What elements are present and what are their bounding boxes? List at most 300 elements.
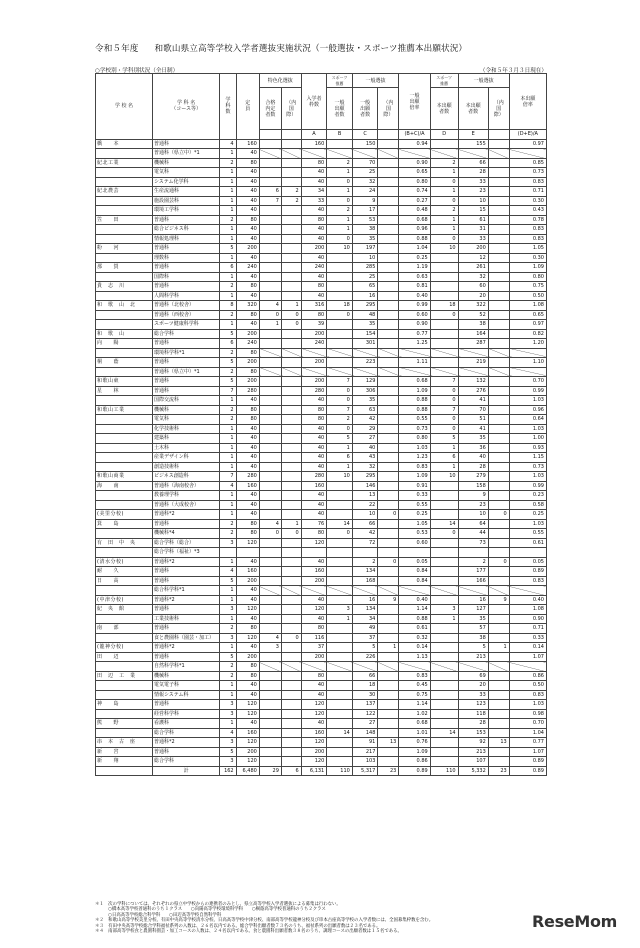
cell-C2 bbox=[378, 225, 399, 235]
cell-school bbox=[96, 272, 153, 282]
cell-t2 bbox=[281, 377, 301, 387]
cell-k: 1 bbox=[220, 320, 236, 330]
cell-A: 160 bbox=[301, 728, 327, 738]
cell-r2: 1.07 bbox=[509, 652, 546, 662]
cell-r1: 0.25 bbox=[399, 253, 430, 263]
cell-D bbox=[430, 329, 458, 339]
cell-B: 0 bbox=[327, 396, 353, 406]
table-row bbox=[96, 177, 547, 187]
table-row bbox=[96, 633, 547, 643]
cell-E2 bbox=[488, 158, 509, 168]
cell-k: 1 bbox=[220, 462, 236, 472]
cell-E: 213 bbox=[458, 747, 488, 757]
cell-D: 0 bbox=[430, 415, 458, 425]
cell-k: 2 bbox=[220, 529, 236, 539]
table-row bbox=[96, 415, 547, 425]
cell-E: 20 bbox=[458, 681, 488, 691]
cell-C: 146 bbox=[352, 481, 378, 491]
cell-k: 1 bbox=[220, 500, 236, 510]
cell-k: 2 bbox=[220, 348, 236, 358]
cell-E2 bbox=[488, 168, 509, 178]
cell-k: 2 bbox=[220, 158, 236, 168]
cell-r2: 0.97 bbox=[509, 139, 546, 149]
cell-E: 123 bbox=[458, 700, 488, 710]
cell-t2 bbox=[281, 244, 301, 254]
cell-cap: 40 bbox=[236, 168, 259, 178]
cell-school: 桐 蔭 bbox=[96, 358, 153, 368]
cell-r2: 0.89 bbox=[509, 567, 546, 577]
cell-A: 200 bbox=[301, 576, 327, 586]
cell-C bbox=[352, 348, 378, 358]
cell-t1 bbox=[259, 434, 281, 444]
cell-r2: 0.93 bbox=[509, 443, 546, 453]
cell-B: 1 bbox=[327, 168, 353, 178]
cell-r2: 1.08 bbox=[509, 605, 546, 615]
cell-k: 1 bbox=[220, 557, 236, 567]
cell-B bbox=[327, 367, 353, 377]
cell-r1 bbox=[399, 662, 430, 672]
cell-r2: 0.65 bbox=[509, 310, 546, 320]
table-row bbox=[96, 320, 547, 330]
cell-r1: 0.65 bbox=[399, 168, 430, 178]
cell-B: 1 bbox=[327, 215, 353, 225]
cell-cap: 40 bbox=[236, 320, 259, 330]
cell-k: 1 bbox=[220, 196, 236, 206]
cell-D: 1 bbox=[430, 168, 458, 178]
subtitle: ○学校別・学科別状況（全日制） bbox=[95, 68, 179, 74]
cell-D bbox=[430, 510, 458, 520]
cell-B: 2 bbox=[327, 415, 353, 425]
cell-A: 80 bbox=[301, 158, 327, 168]
cell-r1: 1.09 bbox=[399, 472, 430, 482]
cell-r1: 0.60 bbox=[399, 310, 430, 320]
cell-A: 40 bbox=[301, 396, 327, 406]
cell-dept: 普通科（北校舎） bbox=[152, 301, 219, 311]
cell-D: 0 bbox=[430, 424, 458, 434]
cell-A: 120 bbox=[301, 709, 327, 719]
cell-E2 bbox=[488, 215, 509, 225]
cell-E2 bbox=[488, 529, 509, 539]
cell-school bbox=[96, 149, 153, 159]
cell-D bbox=[430, 253, 458, 263]
cell-t1 bbox=[259, 443, 281, 453]
cell-t1 bbox=[259, 225, 281, 235]
cell-r1: 0.74 bbox=[399, 187, 430, 197]
cell-A: 34 bbox=[301, 187, 327, 197]
cell-dept: 建築科 bbox=[152, 434, 219, 444]
cell-D bbox=[430, 643, 458, 653]
cell-B bbox=[327, 253, 353, 263]
cell-r2: 0.80 bbox=[509, 272, 546, 282]
cell-C2 bbox=[378, 168, 399, 178]
cell-k: 2 bbox=[220, 662, 236, 672]
cell-dept: 国際交流科 bbox=[152, 396, 219, 406]
cell-A: 80 bbox=[301, 282, 327, 292]
cell-D bbox=[430, 139, 458, 149]
cell-k: 4 bbox=[220, 728, 236, 738]
cell-C2 bbox=[378, 405, 399, 415]
cell-t1 bbox=[259, 491, 281, 501]
cell-t1 bbox=[259, 291, 281, 301]
cell-t2 bbox=[281, 405, 301, 415]
table-row bbox=[96, 272, 547, 282]
cell-t1 bbox=[259, 738, 281, 748]
cell-r1: 0.33 bbox=[399, 491, 430, 501]
cell-t2 bbox=[281, 614, 301, 624]
cell-A: 40 bbox=[301, 225, 327, 235]
cell-t1 bbox=[259, 158, 281, 168]
cell-C: 13 bbox=[352, 491, 378, 501]
cell-D: 18 bbox=[430, 301, 458, 311]
cell-cap: 40 bbox=[236, 225, 259, 235]
cell-E2 bbox=[488, 462, 509, 472]
table-row bbox=[96, 709, 547, 719]
cell-r2: 1.15 bbox=[509, 453, 546, 463]
cell-A: 200 bbox=[301, 244, 327, 254]
cell-r2: 1.10 bbox=[509, 358, 546, 368]
cell-E bbox=[458, 367, 488, 377]
cell-r2: 0.58 bbox=[509, 500, 546, 510]
cell-C2 bbox=[378, 690, 399, 700]
cell-A: 80 bbox=[301, 415, 327, 425]
cell-r1: 0.88 bbox=[399, 396, 430, 406]
cell-t1 bbox=[259, 244, 281, 254]
results-table bbox=[95, 73, 547, 776]
cell-cap: 80 bbox=[236, 415, 259, 425]
cell-D bbox=[430, 538, 458, 548]
table-row bbox=[96, 396, 547, 406]
cell-cap: 40 bbox=[236, 690, 259, 700]
cell-dept: 環境工学科 bbox=[152, 206, 219, 216]
cell-D: 7 bbox=[430, 405, 458, 415]
cell-B: 0 bbox=[327, 196, 353, 206]
cell-k: 3 bbox=[220, 757, 236, 767]
table-row bbox=[96, 586, 547, 596]
cell-E2 bbox=[488, 358, 509, 368]
cell-school: 笠 田 bbox=[96, 215, 153, 225]
cell-r1 bbox=[399, 548, 430, 558]
cell-r1: 1.02 bbox=[399, 709, 430, 719]
cell-dept: 総合学科 bbox=[152, 728, 219, 738]
cell-t2 bbox=[281, 605, 301, 615]
cell-t1 bbox=[259, 253, 281, 263]
cell-D: 5 bbox=[430, 434, 458, 444]
cell-C2 bbox=[378, 529, 399, 539]
cell-t1 bbox=[259, 605, 281, 615]
cell-B bbox=[327, 643, 353, 653]
cell-dept: 環境科学科*1 bbox=[152, 348, 219, 358]
cell-school: (龍神分校) bbox=[96, 643, 153, 653]
cell-dept: 機械科 bbox=[152, 405, 219, 415]
cell-C2: 0 bbox=[378, 510, 399, 520]
cell-r2: 0.25 bbox=[509, 510, 546, 520]
cell-r1: 0.60 bbox=[399, 538, 430, 548]
cell-t2: 1 bbox=[281, 519, 301, 529]
cell-t1 bbox=[259, 624, 281, 634]
cell-r2: 0.71 bbox=[509, 187, 546, 197]
cell-C2 bbox=[378, 215, 399, 225]
cell-E: 40 bbox=[458, 453, 488, 463]
cell-school bbox=[96, 586, 153, 596]
cell-school bbox=[96, 424, 153, 434]
cell-C: 306 bbox=[352, 386, 378, 396]
table-row bbox=[96, 519, 547, 529]
logo-text: ReseMom bbox=[532, 912, 618, 931]
cell-C2 bbox=[378, 681, 399, 691]
cell-E: 279 bbox=[458, 472, 488, 482]
cell-C2 bbox=[378, 434, 399, 444]
cell-t1 bbox=[259, 719, 281, 729]
cell-C: 223 bbox=[352, 358, 378, 368]
cell-r2: 0.40 bbox=[509, 595, 546, 605]
footnote-line: ○日高高等学校総合科学科 ○田辺高等学校自然科学科 bbox=[95, 912, 222, 918]
cell-E: 73 bbox=[458, 538, 488, 548]
cell-t2 bbox=[281, 453, 301, 463]
cell-D bbox=[430, 367, 458, 377]
footnote-line: ＊１ 次の学科については、それぞれの県立中学校からの連携者のみとし、県立高等学校入学者選抜による募集は行わない。 bbox=[95, 902, 341, 907]
cell-cap: 40 bbox=[236, 719, 259, 729]
cell-E: 66 bbox=[458, 158, 488, 168]
cell-B bbox=[327, 700, 353, 710]
cell-C: 72 bbox=[352, 538, 378, 548]
cell-B bbox=[327, 282, 353, 292]
cell-E2 bbox=[488, 234, 509, 244]
cell-E2 bbox=[488, 709, 509, 719]
cell-t2: 1 bbox=[281, 301, 301, 311]
cell-C2 bbox=[378, 348, 399, 358]
table-row bbox=[96, 500, 547, 510]
cell-C: 27 bbox=[352, 434, 378, 444]
col-letter-e: E bbox=[458, 130, 488, 140]
cell-k: 1 bbox=[220, 595, 236, 605]
cell-r2: 0.83 bbox=[509, 225, 546, 235]
cell-C: 5 bbox=[352, 643, 378, 653]
table-row bbox=[96, 652, 547, 662]
cell-k: 1 bbox=[220, 643, 236, 653]
cell-t2 bbox=[281, 548, 301, 558]
cell-C: 70 bbox=[352, 158, 378, 168]
cell-cap: 80 bbox=[236, 367, 259, 377]
cell-t1 bbox=[259, 453, 281, 463]
cell-E: 10 bbox=[458, 196, 488, 206]
cell-t2 bbox=[281, 728, 301, 738]
cell-A: 40 bbox=[301, 291, 327, 301]
cell-t2: 0 bbox=[281, 529, 301, 539]
cell-C2 bbox=[378, 481, 399, 491]
cell-B bbox=[327, 747, 353, 757]
cell-dept: 普通科*2 bbox=[152, 595, 219, 605]
cell-E: 5 bbox=[458, 643, 488, 653]
cell-k: 1 bbox=[220, 396, 236, 406]
cell-A: 40 bbox=[301, 272, 327, 282]
cell-t1 bbox=[259, 339, 281, 349]
cell-r1 bbox=[399, 149, 430, 159]
cell-t2 bbox=[281, 367, 301, 377]
cell-D: 0 bbox=[430, 396, 458, 406]
cell-E: 38 bbox=[458, 633, 488, 643]
cell-E2 bbox=[488, 367, 509, 377]
cell-dept: 自然科学科*1 bbox=[152, 662, 219, 672]
cell-dept: 普通科 bbox=[152, 377, 219, 387]
table-row bbox=[96, 453, 547, 463]
cell-C2 bbox=[378, 443, 399, 453]
cell-dept: 電気電子科 bbox=[152, 681, 219, 691]
cell-D: 0 bbox=[430, 310, 458, 320]
cell-r1 bbox=[399, 367, 430, 377]
cell-E2 bbox=[488, 728, 509, 738]
cell-C2 bbox=[378, 472, 399, 482]
cell-t1 bbox=[259, 358, 281, 368]
cell-C2 bbox=[378, 177, 399, 187]
cell-B: 10 bbox=[327, 472, 353, 482]
cell-k: 2 bbox=[220, 671, 236, 681]
cell-D bbox=[430, 595, 458, 605]
cell-E: 61 bbox=[458, 215, 488, 225]
col-letter-ca: (B+C)/A bbox=[399, 130, 430, 140]
cell-C: 5,317 bbox=[352, 766, 378, 776]
cell-t2 bbox=[281, 443, 301, 453]
cell-cap: 80 bbox=[236, 348, 259, 358]
cell-t1 bbox=[259, 405, 281, 415]
cell-r2: 0.73 bbox=[509, 462, 546, 472]
cell-D: 1 bbox=[430, 614, 458, 624]
cell-D bbox=[430, 548, 458, 558]
cell-B bbox=[327, 681, 353, 691]
cell-cap: 40 bbox=[236, 291, 259, 301]
cell-E2 bbox=[488, 434, 509, 444]
cell-E: 322 bbox=[458, 301, 488, 311]
cell-C2 bbox=[378, 329, 399, 339]
cell-t2: 6 bbox=[281, 766, 301, 776]
cell-C2 bbox=[378, 538, 399, 548]
cell-E2 bbox=[488, 500, 509, 510]
cell-school bbox=[96, 453, 153, 463]
cell-t2 bbox=[281, 358, 301, 368]
cell-B bbox=[327, 339, 353, 349]
cell-A: 40 bbox=[301, 206, 327, 216]
cell-E2 bbox=[488, 225, 509, 235]
cell-t2 bbox=[281, 168, 301, 178]
cell-t1 bbox=[259, 586, 281, 596]
cell-B bbox=[327, 149, 353, 159]
cell-A: 120 bbox=[301, 738, 327, 748]
cell-dept: スポーツ健康科学科 bbox=[152, 320, 219, 330]
cell-B bbox=[327, 491, 353, 501]
cell-r1: 1.19 bbox=[399, 263, 430, 273]
cell-r2: 0.23 bbox=[509, 491, 546, 501]
cell-r1: 0.55 bbox=[399, 500, 430, 510]
cell-E: 60 bbox=[458, 282, 488, 292]
cell-r1: 1.09 bbox=[399, 747, 430, 757]
table-row bbox=[96, 386, 547, 396]
col-sports2: スポーツ 推薦 bbox=[430, 74, 458, 88]
cell-E2 bbox=[488, 149, 509, 159]
cell-school: 橋 本 bbox=[96, 139, 153, 149]
table-row bbox=[96, 728, 547, 738]
cell-t2 bbox=[281, 215, 301, 225]
cell-C: 295 bbox=[352, 301, 378, 311]
cell-dept: 普通科*2 bbox=[152, 557, 219, 567]
cell-D bbox=[430, 719, 458, 729]
cell-E2 bbox=[488, 348, 509, 358]
cell-school bbox=[96, 310, 153, 320]
cell-k: 162 bbox=[220, 766, 236, 776]
cell-cap: 80 bbox=[236, 310, 259, 320]
cell-dept: 創造技術科 bbox=[152, 462, 219, 472]
cell-B bbox=[327, 576, 353, 586]
cell-E2 bbox=[488, 633, 509, 643]
cell-r1: 0.63 bbox=[399, 272, 430, 282]
cell-school bbox=[96, 443, 153, 453]
cell-E: 164 bbox=[458, 329, 488, 339]
cell-A: 160 bbox=[301, 567, 327, 577]
cell-A: 40 bbox=[301, 681, 327, 691]
cell-E2 bbox=[488, 424, 509, 434]
table-row bbox=[96, 149, 547, 159]
cell-r1: 0.27 bbox=[399, 196, 430, 206]
cell-r2: 1.20 bbox=[509, 339, 546, 349]
cell-r1: 0.77 bbox=[399, 329, 430, 339]
cell-dept: 機械科 bbox=[152, 671, 219, 681]
cell-E bbox=[458, 662, 488, 672]
cell-A: 39 bbox=[301, 320, 327, 330]
cell-D bbox=[430, 671, 458, 681]
cell-r1: 0.81 bbox=[399, 282, 430, 292]
cell-C: 32 bbox=[352, 462, 378, 472]
cell-dept: 教養理学科 bbox=[152, 491, 219, 501]
cell-E: 44 bbox=[458, 529, 488, 539]
cell-C2 bbox=[378, 377, 399, 387]
cell-C: 129 bbox=[352, 377, 378, 387]
cell-C2 bbox=[378, 149, 399, 159]
cell-C2 bbox=[378, 196, 399, 206]
cell-t1 bbox=[259, 662, 281, 672]
cell-C bbox=[352, 586, 378, 596]
cell-A: 40 bbox=[301, 510, 327, 520]
cell-dept: 普通科 bbox=[152, 215, 219, 225]
cell-C2 bbox=[378, 310, 399, 320]
cell-k: 1 bbox=[220, 681, 236, 691]
cell-C: 53 bbox=[352, 215, 378, 225]
cell-E2 bbox=[488, 690, 509, 700]
table-body bbox=[96, 139, 547, 776]
cell-D bbox=[430, 681, 458, 691]
cell-t2: 0 bbox=[281, 320, 301, 330]
cell-A: 40 bbox=[301, 491, 327, 501]
cell-D bbox=[430, 263, 458, 273]
cell-school bbox=[96, 168, 153, 178]
cell-C2 bbox=[378, 633, 399, 643]
cell-E: 158 bbox=[458, 481, 488, 491]
cell-E2 bbox=[488, 339, 509, 349]
cell-C: 154 bbox=[352, 329, 378, 339]
cell-t1: 7 bbox=[259, 196, 281, 206]
cell-C: 16 bbox=[352, 291, 378, 301]
cell-E2 bbox=[488, 671, 509, 681]
cell-t1 bbox=[259, 757, 281, 767]
cell-B: 0 bbox=[327, 386, 353, 396]
cell-E2 bbox=[488, 652, 509, 662]
cell-E2 bbox=[488, 320, 509, 330]
cell-school: 耐 久 bbox=[96, 567, 153, 577]
cell-r2 bbox=[509, 662, 546, 672]
cell-k: 1 bbox=[220, 614, 236, 624]
cell-C2 bbox=[378, 253, 399, 263]
cell-t2 bbox=[281, 234, 301, 244]
table-row bbox=[96, 253, 547, 263]
cell-C2 bbox=[378, 500, 399, 510]
cell-A: 120 bbox=[301, 757, 327, 767]
